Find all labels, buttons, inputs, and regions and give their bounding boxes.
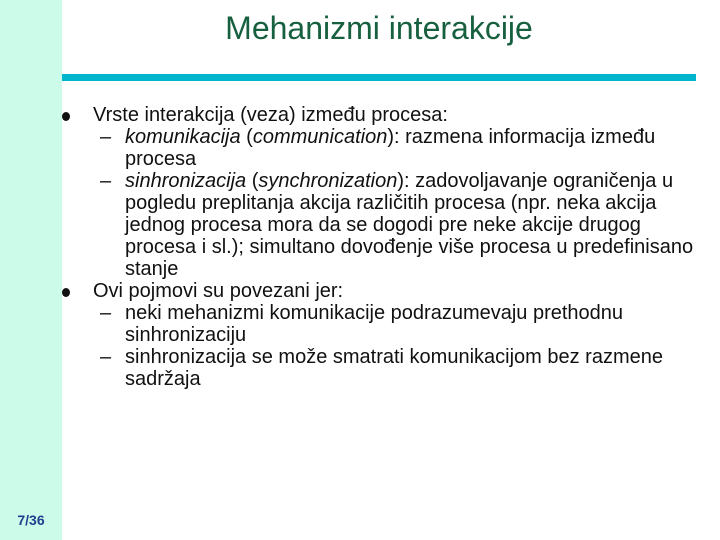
- slide-content: [62, 104, 696, 390]
- bullet-item: [62, 280, 696, 302]
- dash-icon: –: [100, 302, 112, 324]
- title-divider: [62, 74, 696, 81]
- dash-icon: –: [100, 346, 112, 368]
- term-english-italic: synchronization: [258, 170, 398, 192]
- sub-bullet-text: neki mehanizmi komunikacije podrazumevaju prethodnu sinhronizaciju: [125, 302, 624, 346]
- term-paren: (: [246, 170, 259, 192]
- sub-bullet-text: ): razmena informacija između procesa: [125, 126, 656, 170]
- bullet-icon: [62, 288, 70, 297]
- term-paren: (: [240, 126, 253, 148]
- sub-bullet-item: [62, 126, 696, 170]
- bullet-text: Ovi pojmovi su povezani jer:: [93, 280, 344, 302]
- dash-icon: –: [100, 170, 112, 192]
- page-number: 7/36: [17, 512, 45, 528]
- left-sidebar: [0, 0, 62, 540]
- sub-bullet-item: [62, 346, 696, 390]
- bullet-text: Vrste interakcija (veza) između procesa:: [93, 104, 448, 126]
- sub-bullet-text: ): zadovoljavanje ograničenja u pogledu preplitanja akcija različitih procesa (npr. neka akcija jednog procesa mora da se dogodi pre neke akcije drugog procesa i sl.); simultano dovođenje više procesa u predefinisano stanje: [125, 170, 694, 280]
- sub-bullet-item: [62, 170, 696, 280]
- sub-bullet-text: sinhronizacija se može smatrati komunikacijom bez razmene sadržaja: [125, 346, 663, 390]
- slide-title: Mehanizmi interakcije: [225, 10, 533, 46]
- term-italic: sinhronizacija: [125, 170, 247, 192]
- bullet-icon: [62, 112, 70, 121]
- bullet-item: [62, 104, 696, 126]
- sub-bullet-item: [62, 302, 696, 346]
- term-english-italic: communication: [252, 126, 388, 148]
- dash-icon: –: [100, 126, 112, 148]
- term-italic: komunikacija: [125, 126, 241, 148]
